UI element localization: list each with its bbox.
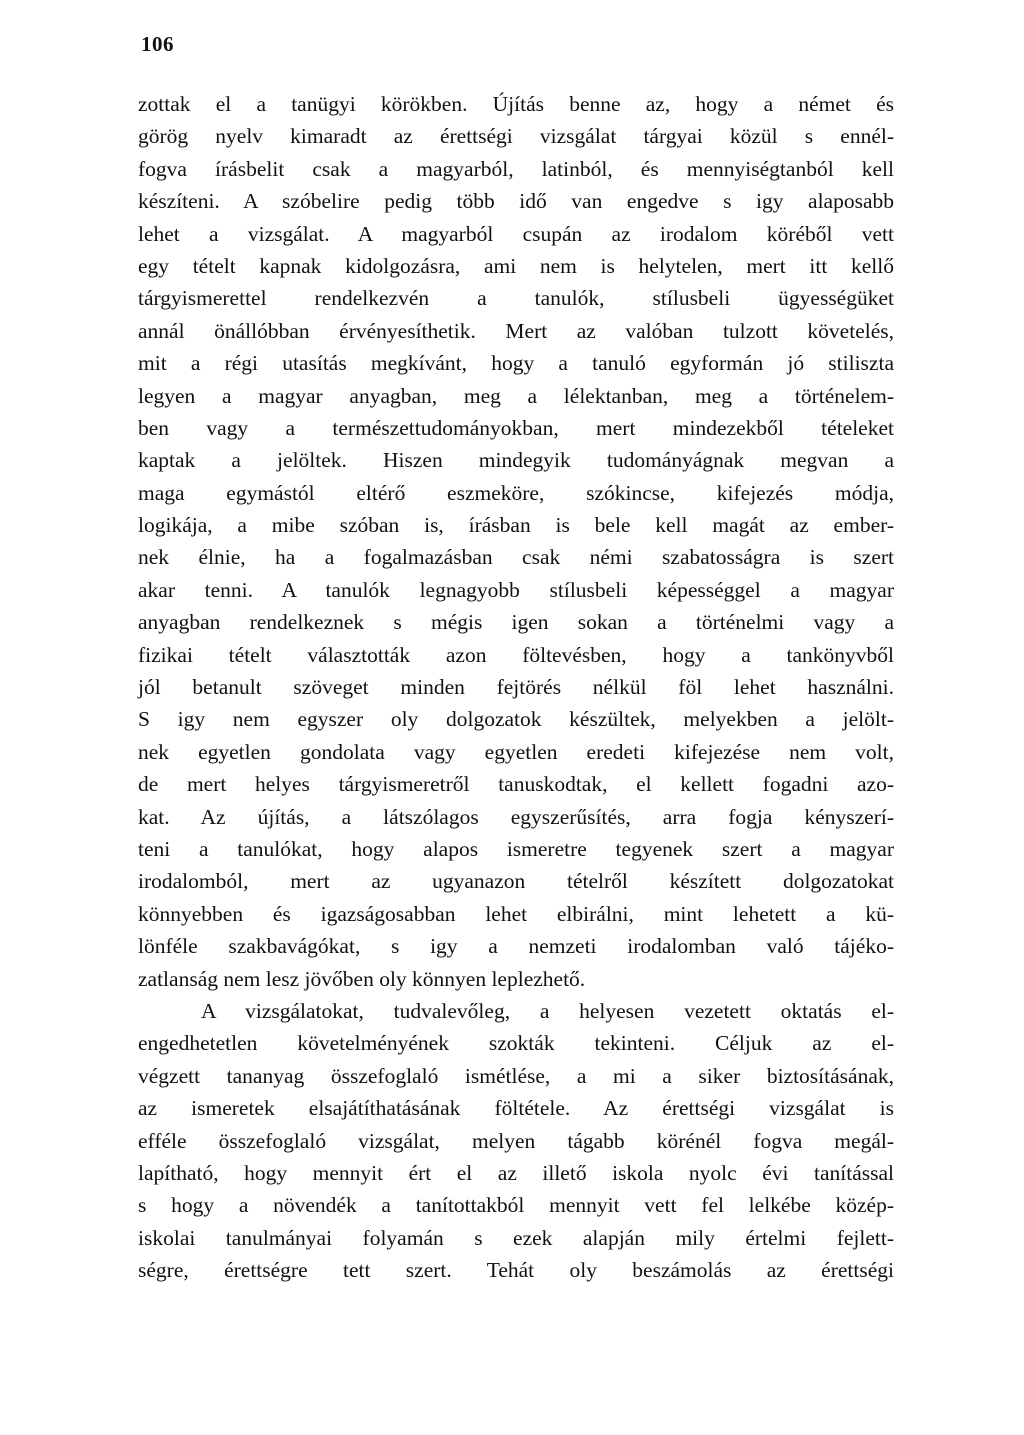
text-line: az ismeretek elsajátíthatásának föltétele. Az érettségi vizsgálat is xyxy=(138,1096,894,1121)
text-line: lönféle szakbavágókat, s igy a nemzeti irodalomban való tájéko- xyxy=(138,934,894,959)
paragraph xyxy=(138,995,894,1287)
text-line: tárgyismerettel rendelkezvén a tanulók, stílusbeli ügyességüket xyxy=(138,286,894,311)
text-line: kaptak a jelöltek. Hiszen mindegyik tudományágnak megvan a xyxy=(138,448,894,473)
text-line: jól betanult szöveget minden fejtörés nélkül föl lehet használni. xyxy=(138,675,894,700)
text-line: egy tételt kapnak kidolgozásra, ami nem is helytelen, mert itt kellő xyxy=(138,253,894,278)
text-line: fizikai tételt választották azon föltevésben, hogy a tankönyvből xyxy=(138,642,894,667)
text-line: végzett tananyag összefoglaló ismétlése, a mi a siker biztosításának, xyxy=(138,1063,894,1088)
text-line: logikája, a mibe szóban is, írásban is bele kell magát az ember- xyxy=(138,513,894,538)
text-line: A vizsgálatokat, tudvalevőleg, a helyesen vezetett oktatás el- xyxy=(201,998,894,1023)
body-text xyxy=(138,88,894,1286)
text-line: irodalomból, mert az ugyanazon tételről készített dolgozatokat xyxy=(138,869,894,894)
text-line: kat. Az újítás, a látszólagos egyszerűsítés, arra fogja kényszerí- xyxy=(138,804,894,829)
text-line: maga egymástól eltérő eszmeköre, szókincse, kifejezés módja, xyxy=(138,480,894,505)
page-number: 106 xyxy=(141,32,174,56)
text-line: akar tenni. A tanulók legnagyobb stílusbeli képességgel a magyar xyxy=(138,577,894,602)
text-line: ségre, érettségre tett szert. Tehát oly beszámolás az érettségi xyxy=(138,1258,894,1283)
text-line: lehet a vizsgálat. A magyarból csupán az irodalom köréből vett xyxy=(138,221,894,246)
text-line: iskolai tanulmányai folyamán s ezek alapján mily értelmi fejlett- xyxy=(138,1225,894,1250)
text-line: zatlanság nem lesz jövőben oly könnyen leplezhető. xyxy=(138,966,586,991)
paragraph xyxy=(138,88,894,995)
text-line: annál önállóbban érvényesíthetik. Mert az valóban tulzott követelés, xyxy=(138,318,894,343)
text-line: könnyebben és igazságosabban lehet elbirálni, mint lehetett a kü- xyxy=(138,901,894,926)
text-line: mit a régi utasítás megkívánt, hogy a tanuló egyformán jó stiliszta xyxy=(138,351,894,376)
text-line: ben vagy a természettudományokban, mert mindezekből tételeket xyxy=(138,415,894,440)
text-line: fogva írásbelit csak a magyarból, latinból, és mennyiségtanból kell xyxy=(138,156,894,181)
text-line: efféle összefoglaló vizsgálat, melyen tágabb körénél fogva megál- xyxy=(138,1128,894,1153)
text-line: lapítható, hogy mennyit ért el az illető iskola nyolc évi tanítással xyxy=(138,1160,894,1185)
text-line: anyagban rendelkeznek s mégis igen sokan a történelmi vagy a xyxy=(138,610,894,635)
text-line: teni a tanulókat, hogy alapos ismeretre tegyenek szert a magyar xyxy=(138,836,894,861)
text-line: nek élnie, ha a fogalmazásban csak némi szabatosságra is szert xyxy=(138,545,894,570)
text-line: de mert helyes tárgyismeretről tanuskodtak, el kellett fogadni azo- xyxy=(138,772,894,797)
text-line: S igy nem egyszer oly dolgozatok készültek, melyekben a jelölt- xyxy=(138,707,894,732)
text-line: görög nyelv kimaradt az érettségi vizsgálat tárgyai közül s ennél- xyxy=(138,124,894,149)
text-line: készíteni. A szóbelire pedig több idő van engedve s igy alaposabb xyxy=(138,189,894,214)
text-line: nek egyetlen gondolata vagy egyetlen eredeti kifejezése nem volt, xyxy=(138,739,894,764)
text-line: zottak el a tanügyi körökben. Újítás benne az, hogy a német és xyxy=(138,92,894,116)
text-line: s hogy a növendék a tanítottakból mennyit vett fel lelkébe közép- xyxy=(138,1193,894,1218)
text-line: legyen a magyar anyagban, meg a lélektanban, meg a történelem- xyxy=(138,383,894,408)
text-line: engedhetetlen követelményének szokták tekinteni. Céljuk az el- xyxy=(138,1031,894,1056)
